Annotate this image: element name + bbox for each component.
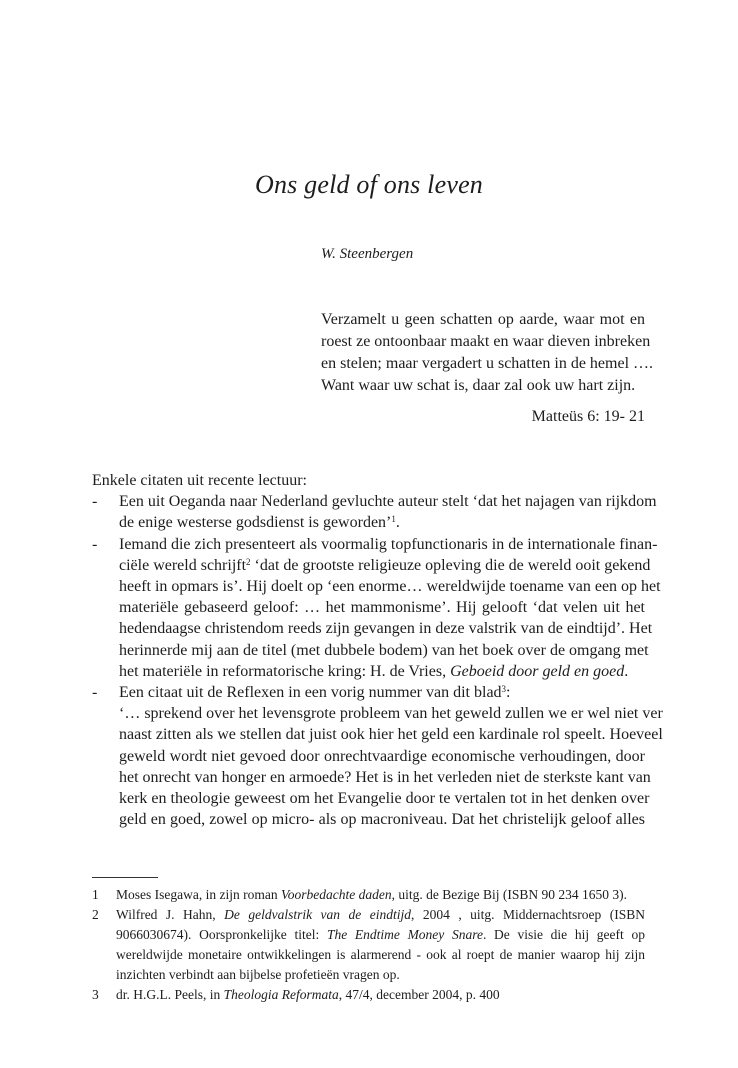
list-item bbox=[92, 682, 663, 830]
text-line bbox=[116, 985, 645, 1005]
text-line: geld en goed, zowel op micro- als op macroniveau. Dat het christelijk geloof alles bbox=[119, 811, 645, 829]
epigraph-reference: Matteüs 6: 19- 21 bbox=[531, 408, 645, 425]
text-line: herinnerde mij aan de titel (met dubbele bodem) van het boek over de omgang met bbox=[119, 641, 649, 659]
author-name: W. Steenbergen bbox=[321, 246, 414, 262]
footnotes bbox=[92, 885, 645, 1005]
footnote-ref[interactable]: 3 bbox=[501, 684, 507, 695]
footnote-divider bbox=[92, 877, 158, 878]
text-line: inzichten verbindt aan bijbelse profetieën vragen op. bbox=[116, 967, 400, 982]
footnote-1 bbox=[92, 885, 645, 905]
text-segment: ‘dat de grootste religieuze opleving die de wereld ooit gekend bbox=[250, 556, 651, 574]
text-line: geweld wordt niet gevoed door onrechtvaardige economische verhoudingen, door bbox=[119, 747, 645, 765]
footnote-number: 2 bbox=[92, 907, 99, 922]
text-line bbox=[116, 885, 645, 905]
intro-line: Enkele citaten uit recente lectuur: bbox=[92, 472, 307, 489]
body-text bbox=[92, 470, 663, 830]
text-segment: het materiële in reformatorische kring: H. de Vries, bbox=[119, 662, 451, 680]
footnote-number: 3 bbox=[92, 987, 99, 1002]
text-line bbox=[92, 661, 645, 682]
text-segment: de enige westerse godsdienst is geworden’ bbox=[119, 514, 392, 532]
epigraph-line: Want waar uw schat is, daar zal ook uw hart zijn. bbox=[321, 377, 636, 394]
list-dash: - bbox=[92, 535, 98, 553]
text-segment: Een citaat uit de Reflexen in een vorig nummer van dit blad bbox=[119, 684, 502, 702]
text-segment: . bbox=[624, 662, 629, 680]
text-segment: . De visie die hij geeft op bbox=[482, 927, 645, 942]
epigraph-line: Verzamelt u geen schatten op aarde, waar mot en bbox=[321, 311, 645, 328]
text-segment: Moses Isegawa, in zijn roman bbox=[116, 887, 281, 902]
text-segment: : bbox=[506, 684, 511, 702]
book-title: Voorbedachte daden bbox=[280, 887, 392, 902]
footnote-ref[interactable]: 2 bbox=[246, 556, 251, 567]
list-item bbox=[92, 491, 657, 533]
text-line bbox=[92, 512, 645, 533]
footnote-ref[interactable]: 1 bbox=[391, 514, 396, 525]
text-segment: , uitg. de Bezige Bij (ISBN 90 234 1650 3). bbox=[391, 887, 628, 902]
text-segment: 9066030674). Oorspronkelijke titel: bbox=[116, 927, 327, 942]
footnote-number: 1 bbox=[92, 887, 99, 902]
text-line: Iemand die zich presenteert als voormalig topfunctionaris in de internationale finan- bbox=[119, 535, 658, 553]
text-line: hedendaagse christendom reeds zijn gevangen in deze valstrik van de eindtijd’. Het bbox=[119, 620, 653, 638]
text-line bbox=[92, 555, 651, 576]
text-segment: Wilfred J. Hahn, bbox=[116, 907, 225, 922]
epigraph bbox=[321, 309, 654, 397]
footnote-3 bbox=[92, 985, 645, 1005]
list-dash: - bbox=[92, 684, 98, 702]
text-line: kerk en theologie geweest om het Evangelie door te vertalen tot in het denken over bbox=[119, 790, 650, 808]
text-segment: , 2004 , uitg. Middernachtsroep (ISBN bbox=[411, 907, 645, 922]
book-title: The Endtime Money Snare bbox=[326, 927, 483, 942]
text-segment: . bbox=[395, 514, 400, 532]
journal-title: Theologia Reformata bbox=[223, 987, 339, 1002]
article-title: Ons geld of ons leven bbox=[254, 170, 484, 199]
text-line: materiële gebaseerd geloof: … het mammonisme’. Hij gelooft ‘dat velen uit het bbox=[119, 599, 645, 617]
text-segment: , 47/4, december 2004, p. 400 bbox=[338, 987, 500, 1002]
list-item bbox=[92, 534, 661, 682]
epigraph-line: roest ze ontoonbaar maakt en waar dieven inbreken bbox=[321, 333, 651, 350]
epigraph-line: en stelen; maar vergadert u schatten in de hemel …. bbox=[321, 355, 654, 372]
text-line: ‘… sprekend over het levensgrote probleem van het geweld zullen we er wel niet ver bbox=[119, 705, 663, 723]
text-line: naast zitten als we stellen dat juist ook hier het geld een kardinale rol speelt. Hoeveel bbox=[119, 726, 663, 744]
footnote-2 bbox=[92, 905, 645, 985]
text-segment: dr. H.G.L. Peels, in bbox=[116, 987, 224, 1002]
list-dash: - bbox=[92, 493, 98, 511]
text-line bbox=[92, 682, 645, 703]
text-line: heeft in opmars is’. Hij doelt op ‘een enorme… wereldwijde toename van een op het bbox=[119, 578, 661, 596]
text-line bbox=[116, 925, 645, 945]
text-segment: ciële wereld schrijft bbox=[119, 556, 247, 574]
book-title: Geboeid door geld en goed bbox=[450, 662, 625, 680]
text-line: Een uit Oeganda naar Nederland gevluchte auteur stelt ‘dat het najagen van rijkdom bbox=[119, 493, 657, 511]
book-title: De geldvalstrik van de eindtijd bbox=[224, 907, 411, 922]
text-line: het onrecht van honger en armoede? Het is in het verleden niet de sterkste kant van bbox=[119, 768, 651, 786]
text-line: wereldwijde monetaire ontwikkelingen is alarmerend - ook al roept de manier waarop hij zijn bbox=[116, 947, 645, 962]
text-line bbox=[116, 905, 645, 925]
